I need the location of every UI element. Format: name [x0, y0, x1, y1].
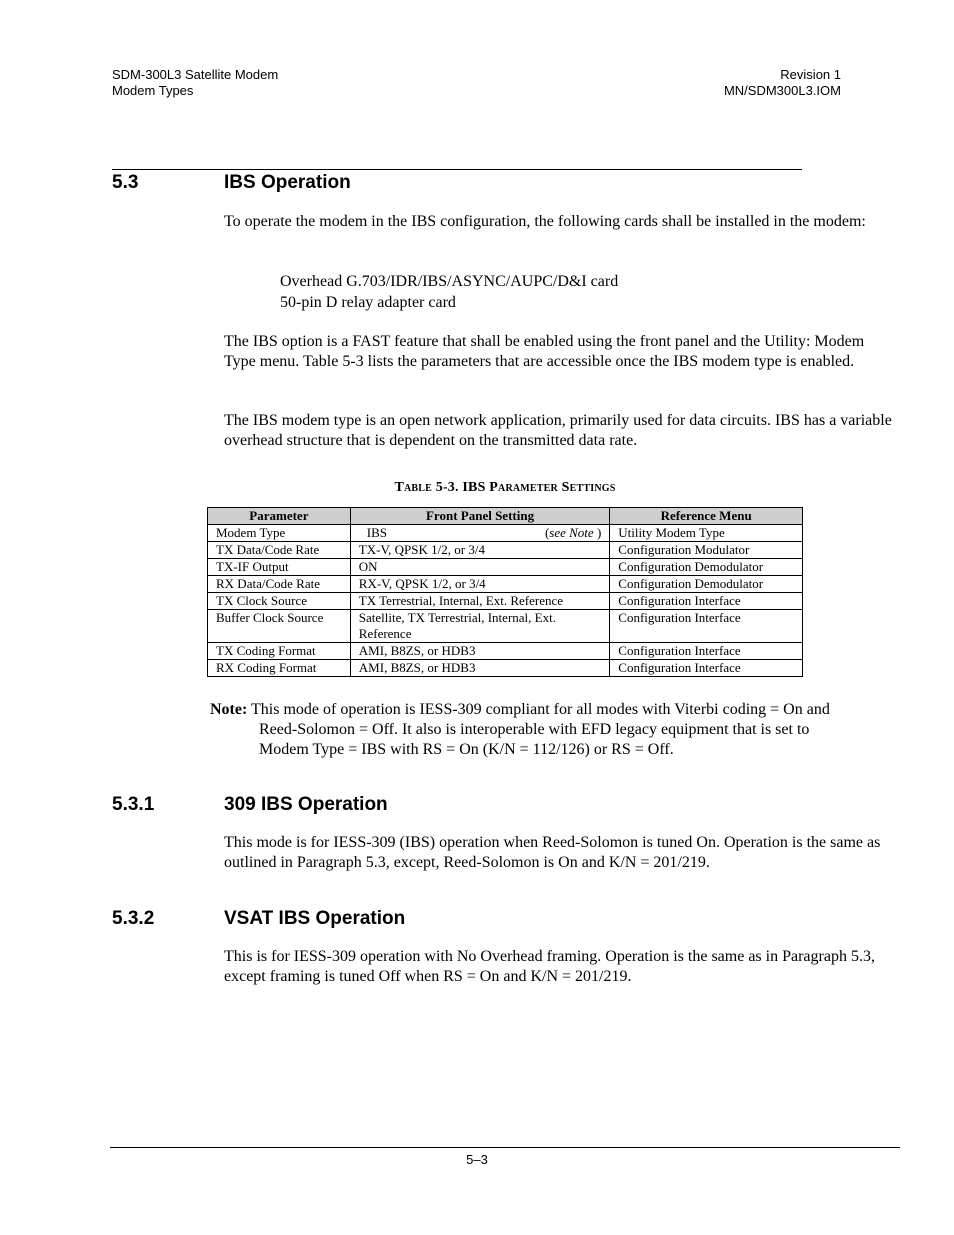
parameter-cell: TX Data/Code Rate: [208, 542, 351, 559]
document-number: MN/SDM300L3.IOM: [723, 83, 841, 98]
page-number: 5–3: [466, 1152, 488, 1167]
parameter-cell: Modem Type: [208, 525, 351, 542]
document-title: SDM-300L3 Satellite Modem: [112, 67, 279, 82]
menu-cell: Configuration Interface: [610, 593, 803, 610]
column-header: Parameter: [208, 508, 351, 525]
card-list: [280, 271, 618, 313]
table-row: [208, 610, 803, 643]
table-row: [208, 643, 803, 660]
note-line: Modem Type = IBS with RS = On (K/N = 112/126) or RS = Off.: [259, 741, 674, 758]
chapter-title: Modem Types: [112, 83, 194, 98]
note-reference: (see Note ): [544, 525, 602, 540]
section-5-3-1-paragraph: This mode is for IESS-309 (IBS) operation when Reed-Solomon is tuned On. Operation is the same as outlined in Paragraph 5.3, except, Reed-Solomon is On and K/N = 201/219.: [224, 834, 881, 871]
parameter-cell: RX Coding Format: [208, 660, 351, 677]
revision-label: Revision 1: [780, 67, 841, 82]
table-row: [208, 542, 803, 559]
menu-cell: Configuration Demodulator: [610, 559, 803, 576]
menu-cell: Utility Modem Type: [610, 525, 803, 542]
footer-rule: [110, 1147, 900, 1148]
section-number: 5.3.2: [112, 908, 155, 929]
section-title: 309 IBS Operation: [224, 794, 388, 815]
table-row: [208, 576, 803, 593]
menu-cell: Configuration Interface: [610, 660, 803, 677]
column-header: Reference Menu: [610, 508, 803, 525]
setting-cell: AMI, B8ZS, or HDB3: [350, 660, 609, 677]
parameter-cell: TX Clock Source: [208, 593, 351, 610]
menu-cell: Configuration Demodulator: [610, 576, 803, 593]
section-rule: [112, 169, 802, 170]
table-header-row: [208, 508, 803, 525]
section-5-3-2-paragraph: This is for IESS-309 operation with No Overhead framing. Operation is the same as in Paragraph 5.3, except framing is tuned Off when RS = On and K/N = 201/219.: [224, 948, 875, 985]
overhead-paragraph: The IBS modem type is an open network application, primarily used for data circuits. IBS has a variable overhead structure that is dependent on the transmitted data rate.: [224, 412, 892, 449]
section-title: VSAT IBS Operation: [224, 908, 406, 929]
page-header-right: [724, 67, 841, 99]
table-caption: Table 5-3. IBS Parameter Settings: [394, 480, 616, 495]
setting-cell: AMI, B8ZS, or HDB3: [350, 643, 609, 660]
setting-cell: TX Terrestrial, Internal, Ext. Reference: [350, 593, 609, 610]
setting-cell: Satellite, TX Terrestrial, Internal, Ext. Reference: [350, 610, 609, 643]
menu-cell: Configuration Modulator: [610, 542, 803, 559]
compliance-note: [210, 700, 890, 760]
column-header: Front Panel Setting: [350, 508, 609, 525]
parameter-cell: TX-IF Output: [208, 559, 351, 576]
page-header-left: [112, 67, 278, 99]
setting-cell: ON: [350, 559, 609, 576]
table-row: [208, 660, 803, 677]
section-number: 5.3: [112, 172, 139, 193]
parameter-cell: RX Data/Code Rate: [208, 576, 351, 593]
table-row: [208, 593, 803, 610]
intro-paragraph: To operate the modem in the IBS configuration, the following cards shall be installed in the modem:: [224, 213, 866, 230]
setting-cell: RX-V, QPSK 1/2, or 3/4: [350, 576, 609, 593]
menu-cell: Configuration Interface: [610, 643, 803, 660]
note-line: This mode of operation is IESS-309 compliant for all modes with Viterbi coding = On and: [251, 701, 830, 718]
section-title: IBS Operation: [224, 172, 351, 193]
parameter-cell: TX Coding Format: [208, 643, 351, 660]
note-reference-text: see Note: [549, 525, 594, 540]
note-line: Reed-Solomon = Off. It also is interoperable with EFD legacy equipment that is set to: [259, 721, 810, 738]
card-list-item: 50-pin D relay adapter card: [280, 294, 456, 311]
section-number: 5.3.1: [112, 794, 155, 815]
setting-cell: TX-V, QPSK 1/2, or 3/4: [350, 542, 609, 559]
parameter-table: [207, 507, 803, 677]
card-list-item: Overhead G.703/IDR/IBS/ASYNC/AUPC/D&I card: [280, 273, 619, 290]
menu-cell: Configuration Interface: [610, 610, 803, 643]
fast-feature-paragraph: The IBS option is a FAST feature that shall be enabled using the front panel and the Utility: Modem Type menu. Table 5-3 lists the parameters that are accessible once the IBS modem type is enabled.: [224, 333, 865, 370]
table-row: [208, 559, 803, 576]
note-label: Note:: [210, 701, 248, 718]
parameter-cell: Buffer Clock Source: [208, 610, 351, 643]
setting-value: IBS: [366, 525, 388, 540]
setting-cell: [350, 525, 609, 542]
table-row: [208, 525, 803, 542]
